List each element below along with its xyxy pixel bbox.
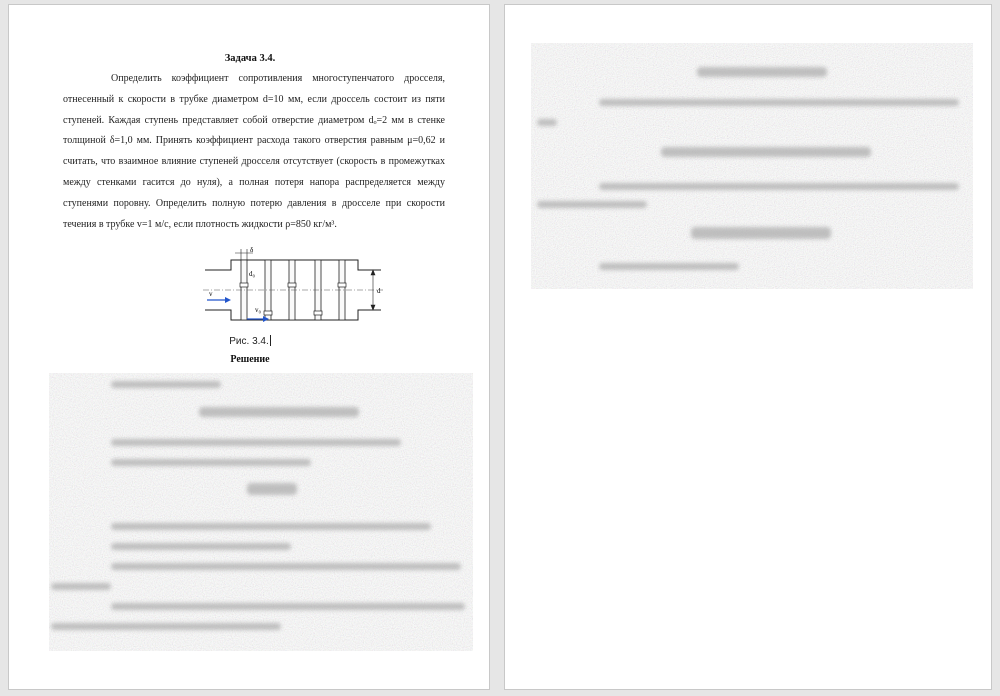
blurred-line [111,523,431,530]
blurred-line [599,99,959,106]
figure-caption-text: Рис. 3.4. [229,336,269,347]
figure-caption [9,335,491,347]
blurred-line [111,603,465,610]
blurred-line [691,227,831,239]
blurred-line [51,623,281,630]
blurred-line [697,67,827,77]
blurred-line [111,563,461,570]
throttle-figure [203,245,393,333]
blurred-line [51,583,111,590]
blurred-solution-preview [49,373,473,651]
text-cursor [270,335,271,346]
document-page-1 [8,4,490,690]
document-page-2 [504,4,992,690]
inlet-velocity-label: v [209,290,213,298]
blurred-line [111,381,221,388]
d0-label: d₀ [249,270,255,278]
blurred-line [247,483,297,495]
problem-title: Задача 3.4. [224,53,276,64]
blurred-line [111,459,311,466]
blurred-answer-preview [531,43,973,289]
blurred-line [199,407,359,417]
pipe-diameter-label: d [377,287,381,295]
blurred-line [537,119,557,126]
orifice-velocity-label: v₀ [255,306,261,314]
noise-texture [531,43,973,289]
blurred-line [599,263,739,270]
problem-statement: Определить коэффициент сопротивления многоступенчатого дросселя, отнесенный к скорости в трубке диаметром d=10 мм, если дроссель состоит из пяти ступеней. Каждая ступень представляет собой отверстие диаметром dₒ=2 мм в стенке толщиной δ=1,0 мм. Принять коэффициент расхода такого отверстия равным μ=0,62 и считать, что взаимное влияние ступеней дросселя отсутствует (скорость в промежутках между стенками гасится до нуля), а полная потеря напора распределяется между ступенями поровну. Определить полную потерю давления в дросселе при скорости течения в трубке v=1 м/с, если плотность жидкости ρ=850 кг/м³. [63,73,445,230]
blurred-line [599,183,959,190]
delta-label: δ [250,246,254,254]
solution-heading: Решение [230,354,270,365]
blurred-line [111,439,401,446]
blurred-line [111,543,291,550]
blurred-line [537,201,647,208]
blurred-line [661,147,871,157]
